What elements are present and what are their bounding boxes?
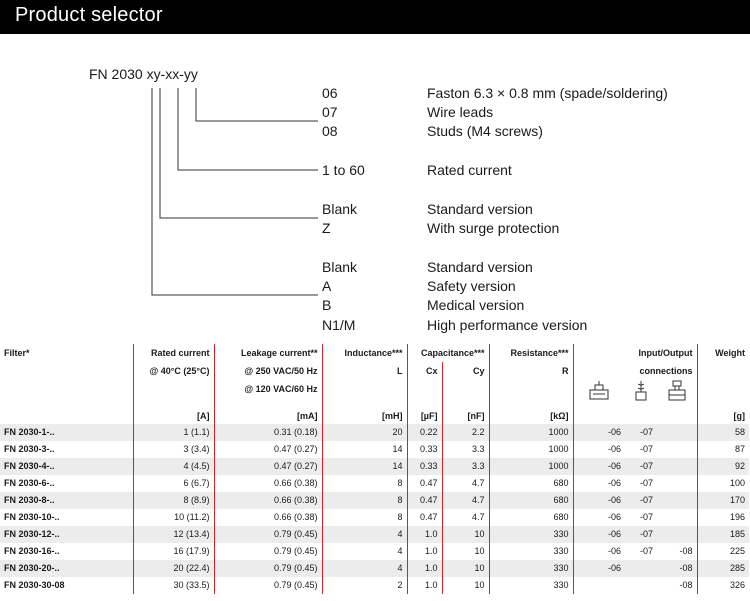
cy-value: 10 — [442, 577, 489, 594]
cx-value: 0.47 — [407, 492, 442, 509]
filter-name: FN 2030-30-08 — [4, 580, 65, 590]
io-07-value: -07 — [625, 424, 657, 441]
weight-value: 58 — [697, 424, 749, 441]
leakage-value: 0.79 (0.45) — [214, 543, 322, 560]
io-07-value: -07 — [625, 458, 657, 475]
option-code: Blank — [322, 259, 358, 275]
option-desc: Safety version — [427, 278, 516, 294]
col-header-rated-current: Rated current — [133, 344, 214, 362]
io-07-value — [625, 577, 657, 594]
resistance-value: 330 — [489, 526, 573, 543]
option-code: A — [322, 278, 332, 294]
resistance-value: 1000 — [489, 424, 573, 441]
resistance-value: 680 — [489, 475, 573, 492]
weight-value: 285 — [697, 560, 749, 577]
inductance-value: 14 — [322, 458, 407, 475]
cy-value: 4.7 — [442, 492, 489, 509]
io-08-value — [657, 458, 697, 475]
option-desc: Standard version — [427, 201, 533, 217]
weight-value: 225 — [697, 543, 749, 560]
cy-value: 10 — [442, 560, 489, 577]
cy-value: 2.2 — [442, 424, 489, 441]
option-desc: With surge protection — [427, 220, 560, 236]
weight-value: 87 — [697, 441, 749, 458]
rated-current-value: 6 (6.7) — [133, 475, 214, 492]
cx-value: 1.0 — [407, 526, 442, 543]
selection-table — [0, 344, 749, 594]
io-07-value: -07 — [639, 444, 653, 454]
filter-name: FN 2030-8-.. — [0, 492, 133, 509]
col-header-capacitance: Capacitance*** — [407, 344, 489, 362]
filter-name: FN 2030-1-.. — [0, 424, 133, 441]
rated-current-value: 3 (3.4) — [133, 441, 214, 458]
cy-value: 10 — [442, 526, 489, 543]
option-desc: Medical version — [427, 297, 525, 313]
leakage-value: 0.47 (0.27) — [214, 441, 322, 458]
leakage-value: 0.66 (0.38) — [214, 492, 322, 509]
inductance-value: 14 — [322, 441, 407, 458]
unit-resistance: [kΩ] — [489, 408, 573, 424]
io-08-value — [657, 441, 697, 458]
col-header-resistance: Resistance*** — [489, 344, 573, 362]
rated-current-value: 8 (8.9) — [133, 492, 214, 509]
inductance-symbol: L — [322, 362, 407, 380]
leakage-condition-2: @ 120 VAC/60 Hz — [214, 380, 322, 408]
option-code: 08 — [322, 123, 338, 139]
io-08-value — [657, 492, 697, 509]
io-subheader: connections — [573, 362, 697, 380]
option-code: Z — [322, 220, 331, 236]
part-number-code: FN 2030 xy-xx-yy — [89, 66, 198, 82]
io-07-value: -07 — [625, 526, 657, 543]
io-07-value: -07 — [625, 492, 657, 509]
cx-value: 1.0 — [407, 577, 442, 594]
unit-leakage: [mA] — [214, 408, 322, 424]
inductance-value: 4 — [322, 526, 407, 543]
option-code: 1 to 60 — [322, 162, 365, 178]
option-code: Blank — [322, 201, 358, 217]
table-row — [0, 458, 749, 475]
option-desc: Wire leads — [427, 104, 494, 120]
resistance-value: 330 — [489, 560, 573, 577]
filter-name: FN 2030-10-.. — [4, 512, 60, 522]
unit-rated: [A] — [133, 408, 214, 424]
io-06-value: -06 — [573, 458, 625, 475]
io-08-value: -08 — [657, 560, 697, 577]
weight-value: 196 — [697, 509, 749, 526]
cx-value: 0.33 — [407, 441, 442, 458]
io-06-value: -06 — [573, 560, 625, 577]
option-code: N1/M — [322, 317, 356, 333]
rated-current-value: 20 (22.4) — [133, 560, 214, 577]
inductance-value: 8 — [322, 509, 407, 526]
cy-value: 4.7 — [442, 509, 489, 526]
option-code: 07 — [322, 104, 338, 120]
cx-value: 1.0 — [407, 543, 442, 560]
weight-value: 170 — [697, 492, 749, 509]
leakage-value: 0.31 (0.18) — [214, 424, 322, 441]
cy-value: 3.3 — [442, 441, 489, 458]
filter-name: FN 2030-16-.. — [4, 546, 60, 556]
cx-symbol: Cx — [407, 362, 442, 380]
io-07-value — [625, 560, 657, 577]
leakage-value: 0.79 (0.45) — [214, 526, 322, 543]
option-desc: Standard version — [427, 259, 533, 275]
weight-value: 92 — [697, 458, 749, 475]
col-header-io: Input/Output — [573, 344, 697, 362]
io-06-value: -06 — [573, 492, 625, 509]
cx-value: 0.22 — [407, 424, 442, 441]
wire-lead-icon — [625, 380, 657, 408]
cx-value: 1.0 — [407, 560, 442, 577]
table-row — [0, 492, 749, 509]
io-08-value — [657, 509, 697, 526]
option-desc: Studs (M4 screws) — [427, 123, 543, 139]
io-07-value: -07 — [639, 546, 653, 556]
leakage-condition-1: @ 250 VAC/50 Hz — [214, 362, 322, 380]
io-06-value: -06 — [573, 475, 625, 492]
unit-cx: [µF] — [407, 408, 442, 424]
inductance-value: 4 — [322, 560, 407, 577]
table-row — [0, 509, 749, 526]
cx-value: 0.33 — [407, 458, 442, 475]
col-header-weight: Weight — [697, 344, 749, 362]
io-07-value: -07 — [639, 512, 653, 522]
resistance-value: 330 — [489, 543, 573, 560]
option-code: B — [322, 297, 332, 313]
inductance-value: 8 — [322, 492, 407, 509]
table-row — [0, 577, 749, 594]
weight-value: 326 — [697, 577, 749, 594]
cy-value: 10 — [442, 543, 489, 560]
resistance-value: 680 — [489, 492, 573, 509]
col-header-leakage: Leakage current** — [214, 344, 322, 362]
leakage-value: 0.66 (0.38) — [214, 509, 322, 526]
filter-name: FN 2030-3-.. — [4, 444, 55, 454]
inductance-value: 8 — [322, 475, 407, 492]
io-06-value: -06 — [573, 509, 625, 526]
stud-connector-icon — [657, 380, 697, 408]
io-06-value — [573, 577, 625, 594]
io-06-value: -06 — [573, 441, 625, 458]
col-header-filter: Filter* — [4, 348, 30, 358]
unit-cy: [nF] — [442, 408, 489, 424]
rated-current-value: 1 (1.1) — [133, 424, 214, 441]
table-row — [0, 526, 749, 543]
col-header-inductance: Inductance*** — [322, 344, 407, 362]
inductance-value: 4 — [322, 543, 407, 560]
rated-current-condition: @ 40°C (25°C) — [133, 362, 214, 380]
rated-current-value: 30 (33.5) — [133, 577, 214, 594]
option-desc: High performance version — [427, 317, 588, 333]
cx-value: 0.47 — [407, 509, 442, 526]
option-desc: Faston 6.3 × 0.8 mm (spade/soldering) — [427, 85, 668, 101]
option-desc: Rated current — [427, 162, 512, 178]
resistance-value: 330 — [489, 577, 573, 594]
leakage-value: 0.79 (0.45) — [214, 577, 322, 594]
cy-value: 4.7 — [442, 475, 489, 492]
resistance-value: 1000 — [489, 441, 573, 458]
filter-name: FN 2030-12-.. — [0, 526, 133, 543]
io-08-value: -08 — [679, 546, 693, 556]
filter-name: FN 2030-20-.. — [0, 560, 133, 577]
resistance-value: 1000 — [489, 458, 573, 475]
resistance-symbol: R — [489, 362, 573, 380]
io-06-value: -06 — [573, 526, 625, 543]
io-08-value: -08 — [679, 580, 693, 590]
leakage-value: 0.66 (0.38) — [214, 475, 322, 492]
cy-symbol: Cy — [442, 362, 489, 380]
filter-name: FN 2030-6-.. — [4, 478, 55, 488]
io-08-value — [657, 526, 697, 543]
section-title: Product selector — [15, 4, 163, 26]
weight-value: 100 — [697, 475, 749, 492]
rated-current-value: 4 (4.5) — [133, 458, 214, 475]
table-row — [0, 424, 749, 441]
io-08-value — [657, 424, 697, 441]
inductance-value: 2 — [322, 577, 407, 594]
table-row — [0, 475, 749, 492]
rated-current-value: 10 (11.2) — [133, 509, 214, 526]
rated-current-value: 16 (17.9) — [133, 543, 214, 560]
table-row — [0, 560, 749, 577]
rated-current-value: 12 (13.4) — [133, 526, 214, 543]
option-code: 06 — [322, 85, 338, 101]
io-06-value: -06 — [573, 424, 625, 441]
leakage-value: 0.79 (0.45) — [214, 560, 322, 577]
cx-value: 0.47 — [407, 475, 442, 492]
unit-inductance: [mH] — [322, 408, 407, 424]
cy-value: 3.3 — [442, 458, 489, 475]
unit-weight: [g] — [697, 408, 749, 424]
inductance-value: 20 — [322, 424, 407, 441]
faston-connector-icon — [573, 380, 625, 408]
filter-name: FN 2030-4-.. — [0, 458, 133, 475]
io-07-value: -07 — [639, 478, 653, 488]
resistance-value: 680 — [489, 509, 573, 526]
leakage-value: 0.47 (0.27) — [214, 458, 322, 475]
io-08-value — [657, 475, 697, 492]
weight-value: 185 — [697, 526, 749, 543]
table-row — [0, 441, 749, 458]
io-06-value: -06 — [573, 543, 625, 560]
table-row — [0, 543, 749, 560]
